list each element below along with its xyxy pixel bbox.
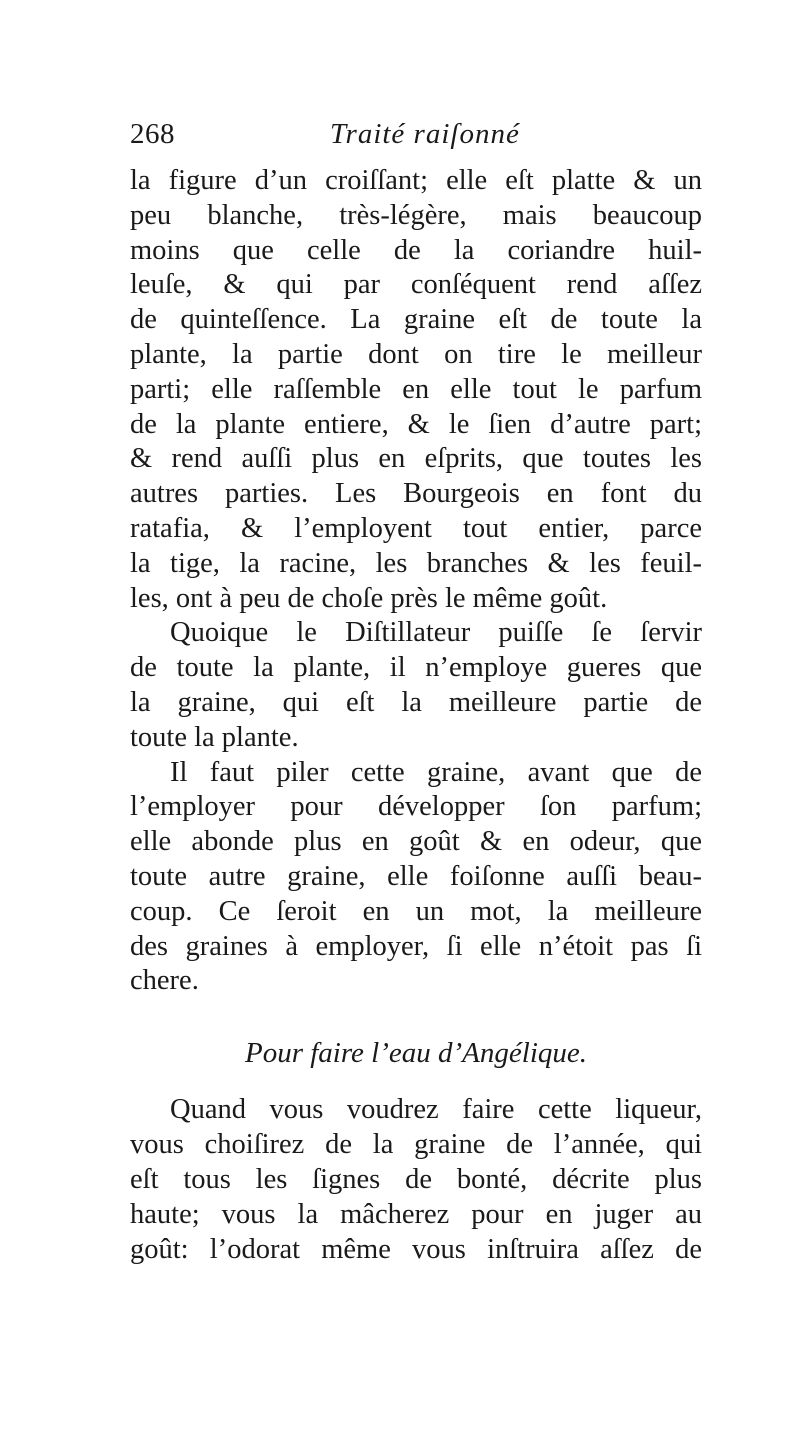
text-line: ratafia, & l’employent tout entier, parce: [130, 512, 702, 544]
main-text: [130, 164, 702, 999]
text-line: moins que celle de la coriandre huil-: [130, 234, 702, 266]
text-line: toute la plante.: [130, 721, 299, 753]
text-line: la graine, qui eſt la meilleure partie de: [130, 686, 702, 718]
text-line: leuſe, & qui par conſéquent rend aſſez: [130, 269, 702, 301]
text-line: toute autre graine, elle foiſonne auſſi beau-: [130, 860, 702, 892]
text-line: vous choiſirez de la graine de l’année, qui: [130, 1129, 702, 1160]
text-line: & rend auſſi plus en eſprits, que toutes les: [130, 443, 702, 475]
text-line: de toute la plante, il n’employe gueres que: [130, 652, 702, 684]
text-line: chere.: [130, 965, 199, 997]
section-heading: Pour faire l’eau d’Angélique.: [244, 1037, 587, 1069]
text-line: elle abonde plus en goût & en odeur, que: [130, 826, 702, 858]
text-line: haute; vous la mâcherez pour en juger au: [130, 1199, 702, 1230]
text-line: goût: l’odorat même vous inſtruira aſſez de: [130, 1234, 702, 1265]
running-title: Traité raiſonné: [330, 118, 520, 150]
text-line: la tige, la racine, les branches & les feuil-: [130, 547, 702, 579]
text-line: autres parties. Les Bourgeois en font du: [130, 478, 702, 510]
text-line: la figure d’un croiſſant; elle eſt platte & un: [130, 165, 702, 196]
text-line: des graines à employer, ſi elle n’étoit pas ſi: [130, 930, 702, 962]
text-line: Quand vous voudrez faire cette liqueur,: [170, 1094, 702, 1125]
text-line: les, ont à peu de choſe près le même goût.: [130, 582, 608, 614]
text-line: parti; elle raſſemble en elle tout le parfum: [130, 373, 702, 405]
text-line: peu blanche, très-légère, mais beaucoup: [130, 199, 702, 231]
text-line: Il faut piler cette graine, avant que de: [170, 756, 702, 788]
text-line: l’employer pour développer ſon parfum;: [130, 791, 702, 823]
text-line: eſt tous les ſignes de bonté, décrite plus: [130, 1164, 702, 1195]
section-text: [130, 1092, 702, 1267]
text-line: Quoique le Diſtillateur puiſſe ſe ſervir: [170, 617, 702, 649]
text-line: plante, la partie dont on tire le meilleur: [130, 338, 702, 370]
page-number: 268: [130, 118, 175, 150]
text-line: de quinteſſence. La graine eſt de toute la: [130, 304, 702, 336]
text-line: de la plante entiere, & le ſien d’autre part;: [130, 408, 702, 440]
page-header: [130, 118, 710, 162]
text-line: coup. Ce ſeroit en un mot, la meilleure: [130, 895, 702, 927]
